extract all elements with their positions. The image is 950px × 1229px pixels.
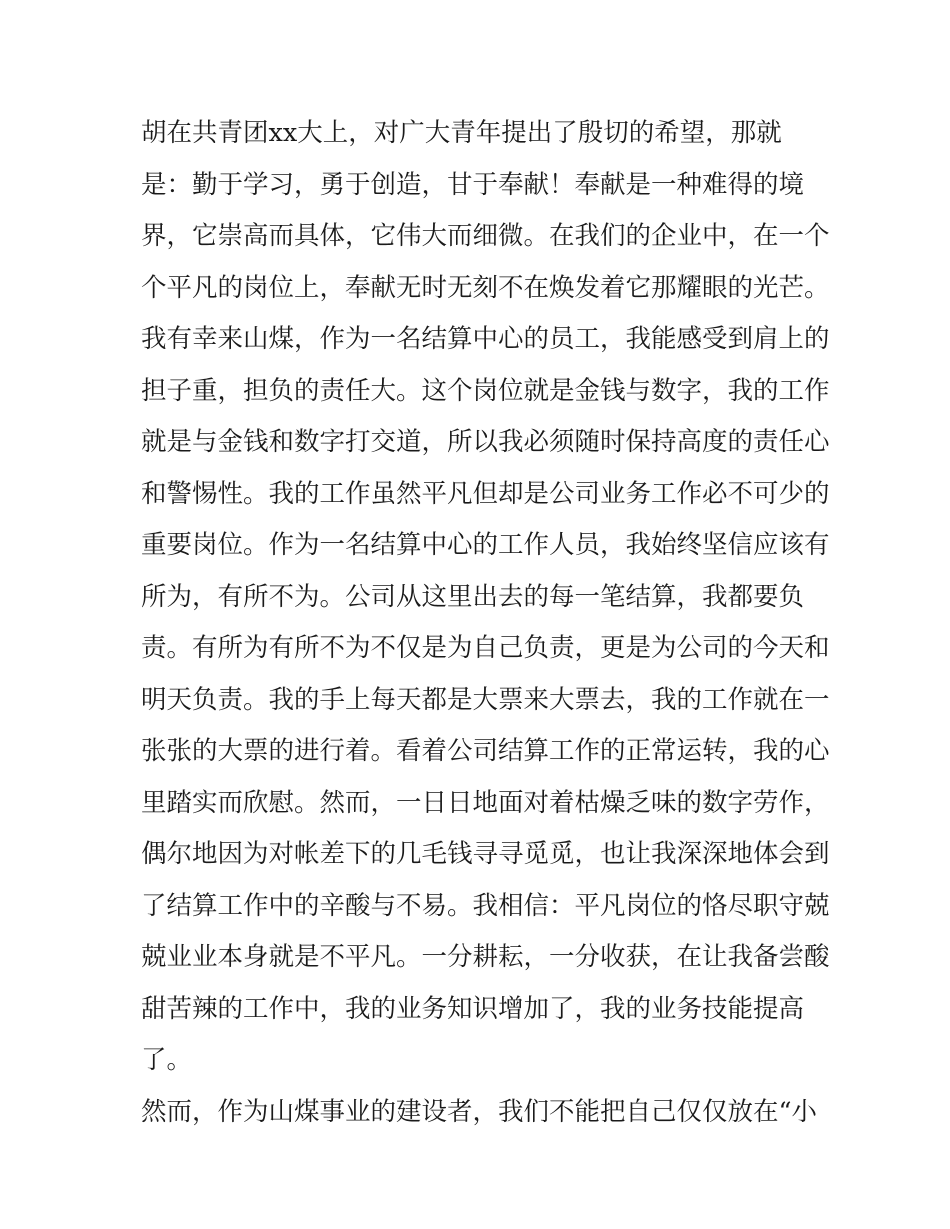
paragraph-2 xyxy=(141,1087,821,1139)
text-line: 甜苦辣的工作中，我的业务知识增加了，我的业务技能提高 xyxy=(141,993,805,1024)
text-line: 明天负责。我的手上每天都是大票来大票去，我的工作就在一 xyxy=(141,684,830,715)
text-line: 了。 xyxy=(141,1045,193,1075)
text-line: 张张的大票的进行着。看着公司结算工作的正常运转，我的心 xyxy=(141,736,830,766)
text-line: 界，它崇高而具体，它伟大而细微。在我们的企业中，在一个 xyxy=(141,221,830,251)
paragraph-1 xyxy=(141,108,830,1087)
text-line: 和警惕性。我的工作虽然平凡但却是公司业务工作必不可少的 xyxy=(141,478,830,509)
text-line: 我有幸来山煤，作为一名结算中心的员工，我能感受到肩上的 xyxy=(141,324,830,354)
text-line: 个平凡的岗位上，奉献无时无刻不在焕发着它那耀眼的光芒。 xyxy=(141,272,830,303)
text-line: 胡在共青团xx大上，对广大青年提出了殷切的希望，那就 xyxy=(141,118,782,148)
text-line: 了结算工作中的辛酸与不易。我相信：平凡岗位的恪尽职守兢 xyxy=(141,890,830,921)
text-line: 兢业业本身就是不平凡。一分耕耘，一分收获，在让我备尝酸 xyxy=(141,942,830,972)
text-line: 然而，作为山煤事业的建设者，我们不能把自己仅仅放在“小 xyxy=(141,1096,818,1127)
text-line: 里踏实而欣慰。然而，一日日地面对着枯燥乏味的数字劳作， xyxy=(141,787,830,818)
text-line: 就是与金钱和数字打交道，所以我必须随时保持高度的责任心 xyxy=(141,427,830,457)
text-line: 重要岗位。作为一名结算中心的工作人员，我始终坚信应该有 xyxy=(141,530,830,560)
text-line: 偶尔地因为对帐差下的几毛钱寻寻觅觅，也让我深深地体会到 xyxy=(141,839,830,869)
body-text xyxy=(141,108,830,1138)
text-line: 责。有所为有所不为不仅是为自己负责，更是为公司的今天和 xyxy=(141,633,830,663)
text-line: 担子重，担负的责任大。这个岗位就是金钱与数字，我的工作 xyxy=(141,375,830,406)
text-line: 是：勤于学习，勇于创造，甘于奉献！奉献是一种难得的境 xyxy=(141,169,805,200)
text-line: 所为，有所不为。公司从这里出去的每一笔结算，我都要负 xyxy=(141,581,805,612)
